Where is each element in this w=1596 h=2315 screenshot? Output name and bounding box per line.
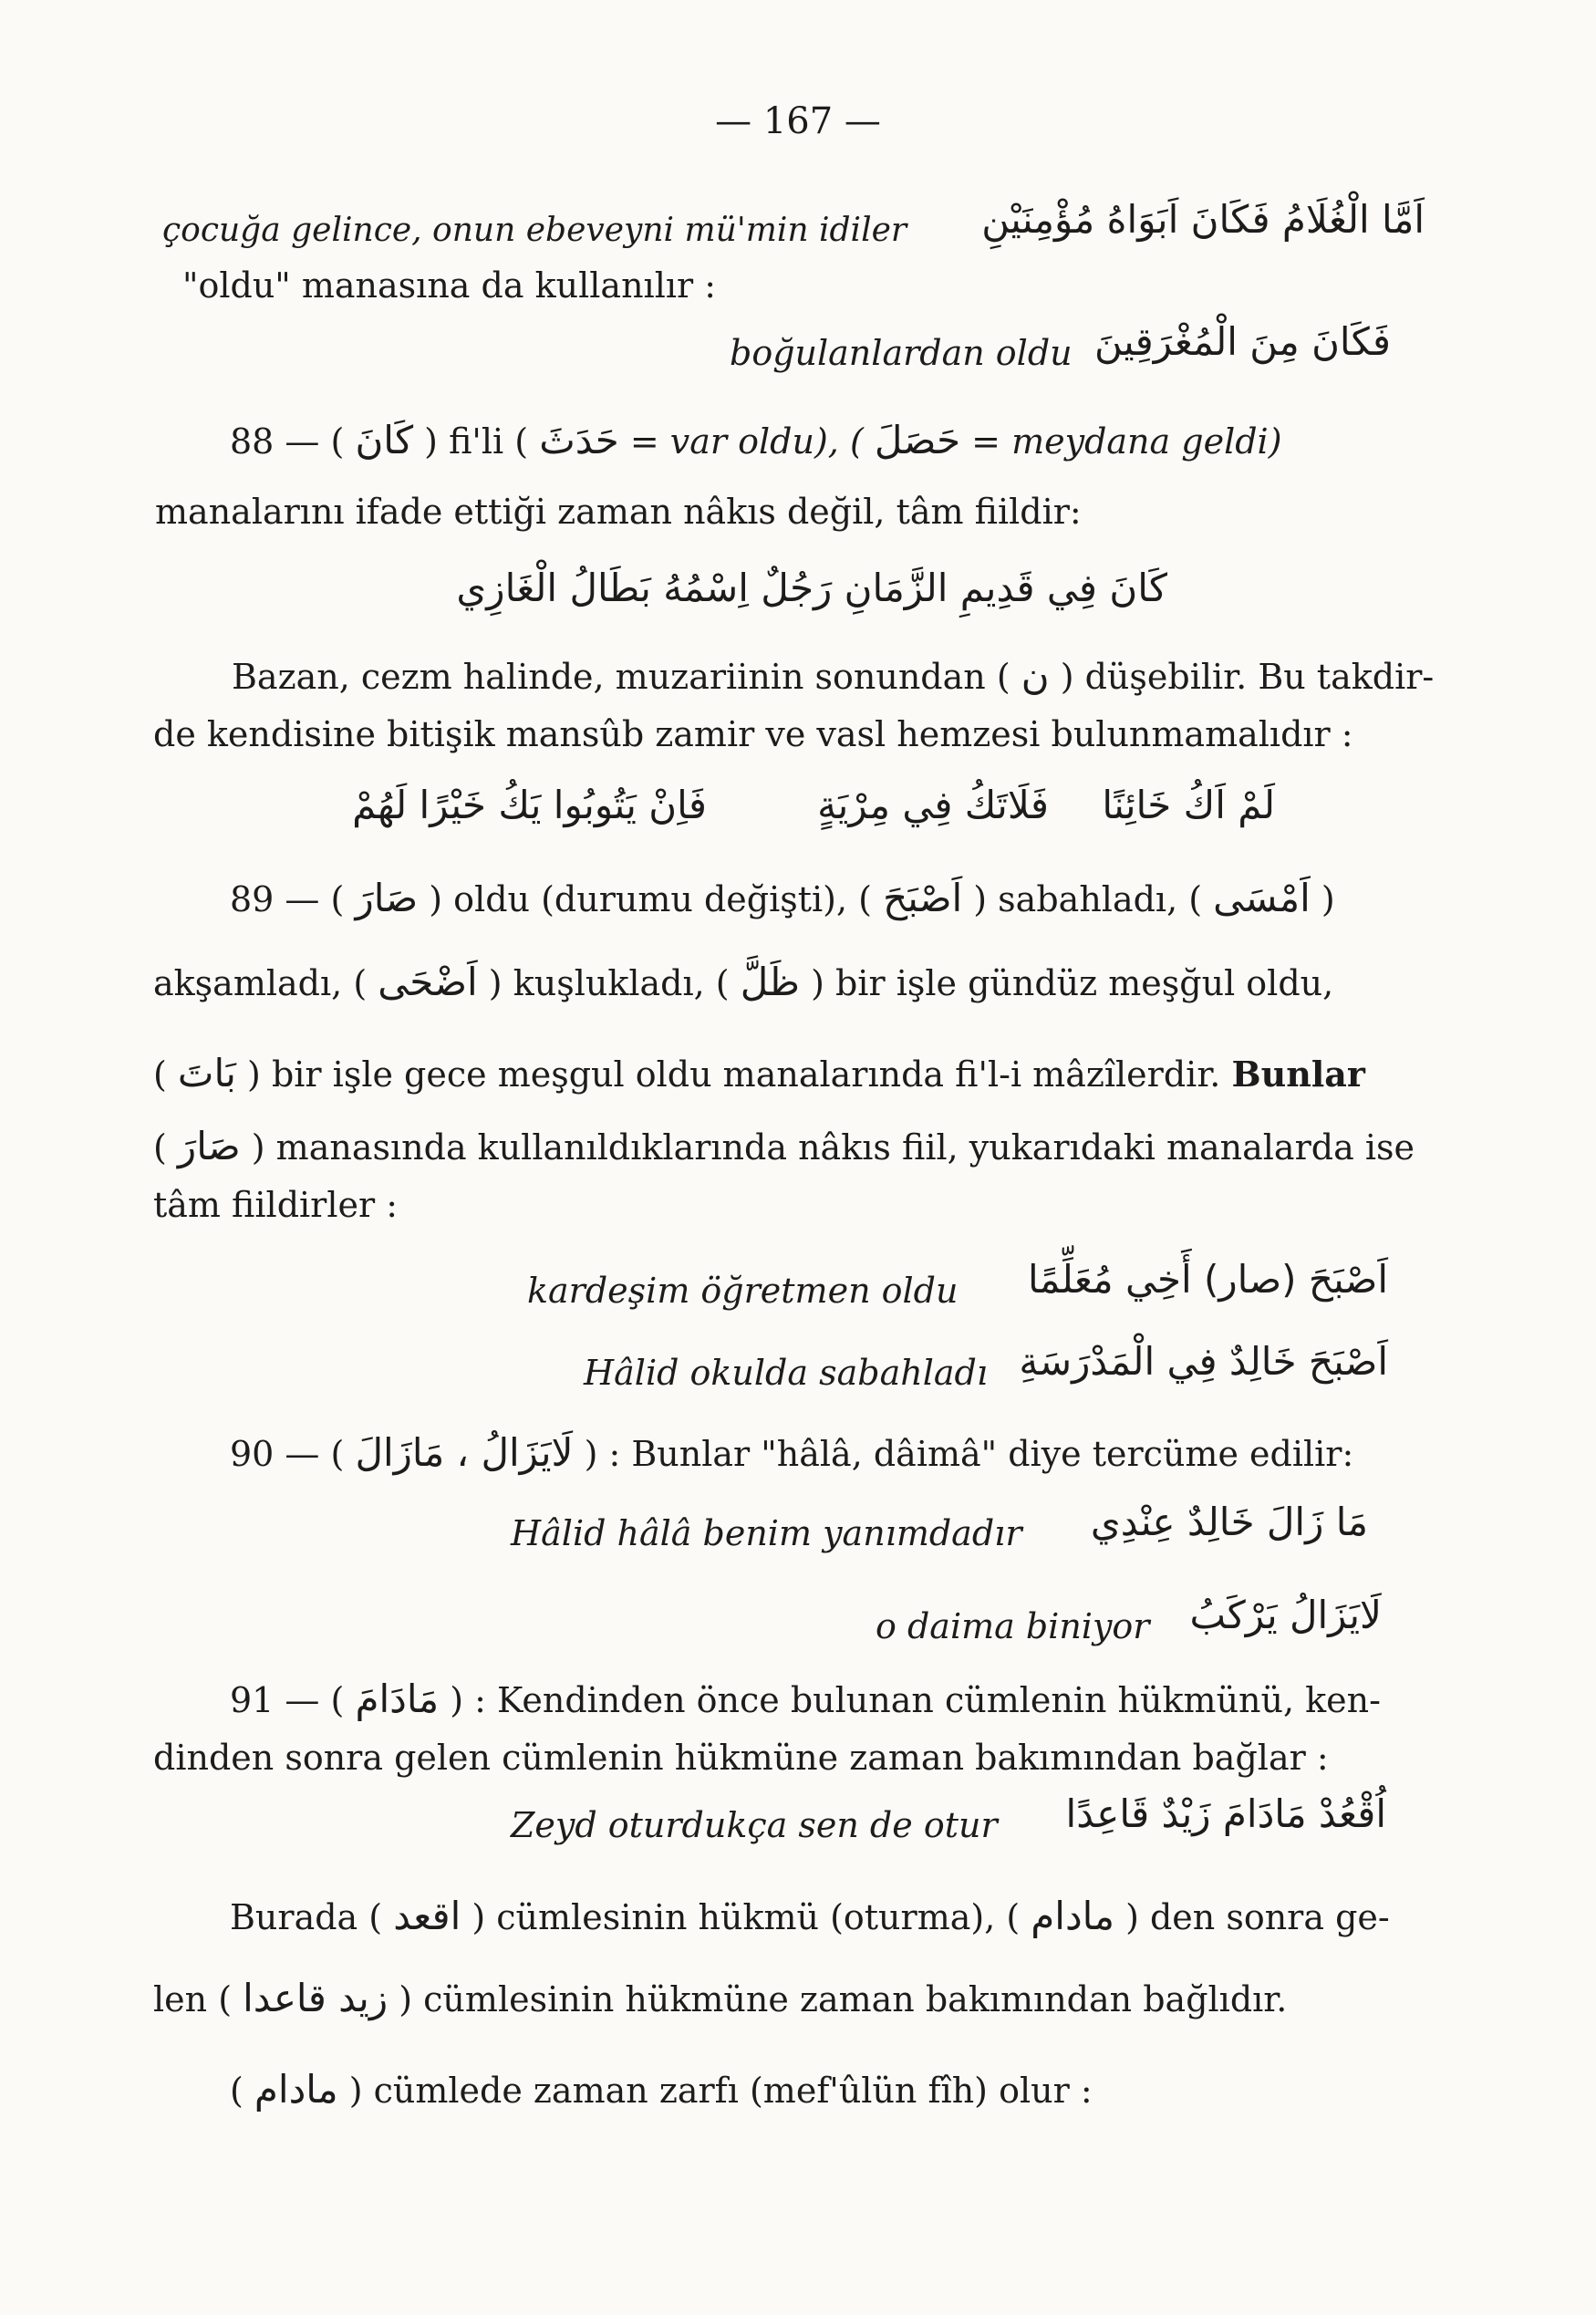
line-12 [153, 1051, 1365, 1097]
example-arabic-1: لَمْ اَكُ خَائِنًا [1102, 783, 1275, 827]
text: ) : Bunlar "hâlâ, dâimâ" diye tercüme edilir: [584, 1434, 1354, 1474]
line-11 [153, 960, 1333, 1006]
text: ) cümlesinin hükmü (oturma), ( [472, 1897, 1021, 1937]
line-13 [153, 1124, 1415, 1170]
line-16-arabic: اَصْبَحَ خَالِدٌ فِي الْمَدْرَسَةِ [1019, 1339, 1388, 1384]
line-19-translation: o daima biniyor [876, 1606, 1150, 1646]
text: ) [1321, 879, 1335, 919]
text: ) bir işle gündüz meşğul oldu, [811, 963, 1334, 1003]
text: ( [153, 1127, 167, 1168]
text: ( [153, 1054, 167, 1095]
text: Bunlar [1231, 1054, 1365, 1095]
example-arabic-2: فَلَاتَكُ فِي مِرْيَةٍ [817, 783, 1049, 827]
line-1-translation: çocuğa gelince, onun ebeveyni mü'min idiler [162, 212, 907, 249]
text: 88 — ( [230, 421, 345, 462]
text: ) den sonra ge- [1125, 1897, 1390, 1937]
arabic-term: صَارَ [177, 1124, 241, 1168]
arabic-term: مَادَامَ [355, 1677, 440, 1721]
line-23 [230, 1894, 1390, 1940]
line-22-translation: Zeyd oturdukça sen de otur [511, 1805, 998, 1845]
arabic-term: مادام [1031, 1894, 1114, 1938]
section-89-line [230, 876, 1335, 922]
arabic-term: ظَلَّ [740, 960, 800, 1004]
line-18-translation: Hâlid hâlâ benim yanımdadır [511, 1513, 1022, 1553]
line-15-translation: kardeşim öğretmen oldu [527, 1271, 959, 1311]
arabic-term: كَانَ [355, 418, 414, 462]
text: ) fi'li ( [424, 421, 529, 462]
arabic-term: اَصْبَحَ [883, 876, 963, 920]
line-8: de kendisine bitişik mansûb zamir ve vasl hemzesi bulunmamalıdır : [153, 714, 1353, 754]
line-16-translation: Hâlid okulda sabahladı [584, 1353, 988, 1393]
text: 91 — ( [230, 1680, 345, 1720]
text: = meydana geldi) [971, 421, 1282, 462]
text: 89 — ( [230, 879, 345, 919]
line-5: manalarını ifade ettiği zaman nâkıs değil, tâm fiildir: [155, 492, 1082, 532]
line-19-arabic: لَايَزَالُ يَرْكَبُ [1189, 1593, 1382, 1637]
line-7 [232, 653, 1434, 700]
line-22-arabic: اُقْعُدْ مَادَامَ زَيْدٌ قَاعِدًا [1065, 1791, 1386, 1836]
line-1-arabic: اَمَّا الْغُلَامُ فَكَانَ اَبَوَاهُ مُؤْمِنَيْنِ [981, 197, 1425, 242]
arabic-term: اَضْحَى [378, 960, 478, 1004]
example-arabic-3: فَاِنْ يَتُوبُوا يَكُ خَيْرًا لَهُمْ [352, 783, 707, 827]
line-25 [230, 2067, 1093, 2113]
text: ) cümlesinin hükmüne zaman bakımından bağlıdır. [399, 1979, 1288, 2019]
text: ) oldu (durumu değişti), ( [429, 879, 872, 919]
text: ) : Kendinden önce bulunan cümlenin hükmünü, ken- [450, 1680, 1381, 1720]
arabic-term: مادام [254, 2067, 338, 2112]
arabic-term: حَصَلَ [874, 418, 961, 462]
arabic-term: اَمْسَى [1213, 876, 1311, 920]
text: 90 — ( [230, 1434, 345, 1474]
line-2: "oldu" manasına da kullanılır : [182, 265, 717, 306]
text: Bazan, cezm halinde, muzariinin sonundan ( [232, 657, 1010, 697]
arabic-term: صَارَ [355, 876, 419, 920]
line-3-arabic: فَكَانَ مِنَ الْمُغْرَقِينَ [1094, 319, 1391, 364]
arabic-term: زيد قاعدا [243, 1976, 389, 2020]
arabic-term: بَاتَ [177, 1051, 236, 1095]
arabic-term: لَايَزَالُ ، مَازَالَ [355, 1430, 574, 1475]
section-90-line [230, 1430, 1353, 1477]
line-3-translation: boğulanlardan oldu [730, 333, 1073, 373]
text: ) kuşlukladı, ( [488, 963, 730, 1003]
text: akşamladı, ( [153, 963, 368, 1003]
line-15-arabic: اَصْبَحَ (صار) أَخِي مُعَلِّمًا [1027, 1257, 1388, 1302]
arabic-term: حَدَثَ [539, 418, 619, 462]
text: ) cümlede zaman zarfı (mef'ûlün fîh) olur : [348, 2071, 1093, 2111]
text: len ( [153, 1979, 233, 2019]
line-6-arabic: كَانَ فِي قَدِيمِ الزَّمَانِ رَجُلٌ اِسْمُهُ بَطَالُ الْغَازِي [456, 566, 1167, 610]
text: ) bir işle gece meşgul oldu manalarında fi'l-i mâzîlerdir. [247, 1054, 1221, 1095]
line-18-arabic: مَا زَالَ خَالِدٌ عِنْدِي [1090, 1500, 1368, 1544]
text: = var oldu), ( [629, 421, 864, 462]
arabic-term: ن [1021, 653, 1050, 698]
text: Burada ( [230, 1897, 383, 1937]
line-24 [153, 1976, 1287, 2022]
section-91-line [230, 1677, 1381, 1723]
arabic-term: اقعد [393, 1894, 461, 1938]
line-14: tâm fiildirler : [153, 1185, 399, 1225]
section-88-line [230, 418, 1282, 464]
text: ) manasında kullanıldıklarında nâkıs fiil, yukarıdaki manalarda ise [251, 1127, 1415, 1168]
text: ( [230, 2071, 244, 2111]
text: ) düşebilir. Bu takdir- [1060, 657, 1435, 697]
line-21: dinden sonra gelen cümlenin hükmüne zaman bakımından bağlar : [153, 1738, 1329, 1778]
text: ) sabahladı, ( [973, 879, 1203, 919]
page-number: — 167 — [715, 100, 881, 142]
